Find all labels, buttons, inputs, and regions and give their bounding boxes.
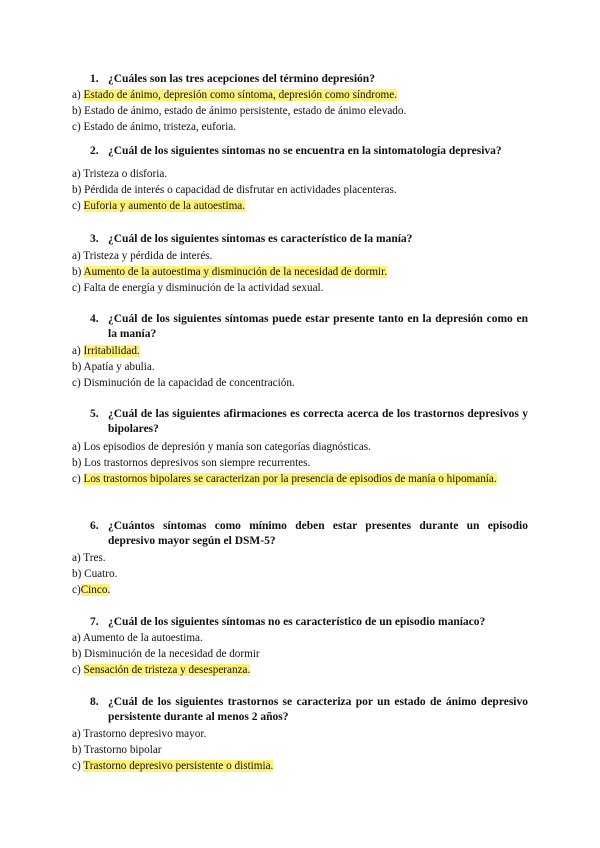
option-text: Trastorno depresivo mayor.	[83, 728, 207, 740]
option-prefix: c)	[72, 200, 84, 212]
option-c	[72, 471, 528, 487]
option-prefix: b)	[72, 568, 85, 580]
option-text: Disminución de la capacidad de concentración.	[83, 377, 295, 389]
question-text: ¿Cuál de las siguientes afirmaciones es correcta acerca de los trastornos depresivos y bipolares?	[108, 408, 528, 435]
question-title	[90, 72, 528, 87]
option-c	[72, 758, 528, 774]
options-2	[72, 166, 528, 214]
option-text: Sensación de tristeza y desesperanza.	[83, 664, 251, 676]
option-prefix: c)	[72, 121, 84, 133]
option-prefix: b)	[72, 457, 85, 469]
option-prefix: c)	[72, 584, 81, 596]
options-4	[72, 343, 528, 391]
option-b	[72, 182, 528, 198]
option-a	[72, 166, 528, 182]
question-number: 5.	[90, 408, 99, 420]
question-text: ¿Cuáles son las tres acepciones del término depresión?	[108, 73, 375, 85]
option-text: Tres.	[83, 552, 106, 564]
option-prefix: c)	[72, 760, 84, 772]
question-text: ¿Cuántos síntomas como mínimo deben estar presentes durante un episodio depresivo mayor según el DSM-5?	[108, 520, 528, 547]
option-b	[72, 359, 528, 375]
option-c	[72, 582, 528, 598]
option-c	[72, 375, 528, 391]
option-a	[72, 87, 528, 103]
option-text: Estado de ánimo, depresión como síntoma, depresión como síndrome.	[83, 89, 397, 101]
option-prefix: b)	[72, 744, 84, 756]
question-5	[72, 407, 528, 436]
option-text: Cuatro.	[84, 568, 118, 580]
question-number: 7.	[90, 616, 99, 628]
option-text: Trastorno depresivo persistente o distimia.	[83, 760, 274, 772]
option-prefix: a)	[72, 632, 83, 644]
option-prefix: a)	[72, 250, 84, 262]
question-text: ¿Cuál de los siguientes síntomas es característico de la manía?	[108, 233, 413, 245]
option-text: Falta de energía y disminución de la actividad sexual.	[83, 282, 324, 294]
option-prefix: a)	[72, 728, 84, 740]
option-prefix: b)	[72, 266, 84, 278]
option-prefix: c)	[72, 664, 84, 676]
option-prefix: a)	[72, 89, 84, 101]
question-4	[72, 312, 528, 341]
question-title	[90, 407, 528, 436]
option-prefix: c)	[72, 377, 84, 389]
option-a	[72, 726, 528, 742]
option-text: Aumento de la autoestima y disminución de la necesidad de dormir.	[83, 266, 388, 278]
question-number: 3.	[90, 233, 99, 245]
question-title	[90, 695, 528, 724]
question-number: 2.	[90, 145, 99, 157]
question-title	[90, 519, 528, 548]
option-a	[72, 343, 528, 359]
question-title	[90, 144, 528, 159]
option-a	[72, 550, 528, 566]
option-b	[72, 646, 528, 662]
option-b	[72, 264, 528, 280]
question-title	[90, 615, 528, 630]
question-7	[72, 615, 528, 630]
option-prefix: a)	[72, 552, 84, 564]
options-3	[72, 248, 528, 296]
option-a	[72, 439, 528, 455]
option-text: Estado de ánimo, estado de ánimo persistente, estado de ánimo elevado.	[84, 105, 407, 117]
option-text: Euforia y aumento de la autoestima.	[83, 200, 246, 212]
question-title	[90, 232, 528, 247]
question-number: 6.	[90, 520, 99, 532]
options-8	[72, 726, 528, 774]
options-5	[72, 439, 528, 487]
question-6	[72, 519, 528, 548]
option-text: Los episodios de depresión y manía son categorías diagnósticas.	[83, 441, 371, 453]
question-title	[90, 312, 528, 341]
options-6	[72, 550, 528, 598]
option-prefix: c)	[72, 282, 84, 294]
option-a	[72, 248, 528, 264]
option-text: Los trastornos bipolares se caracterizan por la presencia de episodios de manía o hipomanía.	[83, 473, 497, 485]
option-text: Irritabilidad.	[83, 345, 140, 357]
option-b	[72, 103, 528, 119]
question-text: ¿Cuál de los siguientes trastornos se caracteriza por un estado de ánimo depresivo persistente durante al menos 2 años?	[108, 696, 528, 723]
option-b	[72, 566, 528, 582]
option-prefix: b)	[72, 105, 85, 117]
options-1	[72, 87, 528, 135]
option-prefix: a)	[72, 168, 84, 180]
option-text: Aumento de la autoestima.	[82, 632, 203, 644]
option-a	[72, 630, 528, 646]
option-text: Pérdida de interés o capacidad de disfrutar en actividades placenteras.	[84, 184, 397, 196]
option-b	[72, 742, 528, 758]
option-c	[72, 280, 528, 296]
question-text: ¿Cuál de los siguientes síntomas no se encuentra en la sintomatología depresiva?	[108, 145, 502, 157]
option-prefix: a)	[72, 441, 84, 453]
options-7	[72, 630, 528, 678]
option-prefix: b)	[72, 184, 85, 196]
question-3	[72, 232, 528, 247]
option-c	[72, 119, 528, 135]
question-number: 4.	[90, 313, 99, 325]
question-2	[72, 144, 528, 159]
option-prefix: a)	[72, 345, 84, 357]
option-text: Disminución de la necesidad de dormir	[84, 648, 260, 660]
option-prefix: b)	[72, 648, 85, 660]
question-text: ¿Cuál de los siguientes síntomas puede estar presente tanto en la depresión como en la manía?	[108, 313, 528, 340]
option-prefix: b)	[72, 361, 84, 373]
question-number: 1.	[90, 73, 99, 85]
question-number: 8.	[90, 696, 99, 708]
option-text: Trastorno bipolar	[83, 744, 162, 756]
option-b	[72, 455, 528, 471]
option-text: Los trastornos depresivos son siempre recurrentes.	[84, 457, 311, 469]
question-8	[72, 695, 528, 724]
option-text: Cinco.	[80, 584, 111, 596]
option-text: Apatía y abulia.	[83, 361, 155, 373]
option-text: Tristeza o disforia.	[83, 168, 168, 180]
option-c	[72, 662, 528, 678]
question-1	[72, 72, 528, 87]
option-prefix: c)	[72, 473, 84, 485]
option-c	[72, 198, 528, 214]
question-text: ¿Cuál de los siguientes síntomas no es característico de un episodio maníaco?	[108, 616, 486, 628]
option-text: Estado de ánimo, tristeza, euforia.	[83, 121, 237, 133]
option-text: Tristeza y pérdida de interés.	[83, 250, 213, 262]
